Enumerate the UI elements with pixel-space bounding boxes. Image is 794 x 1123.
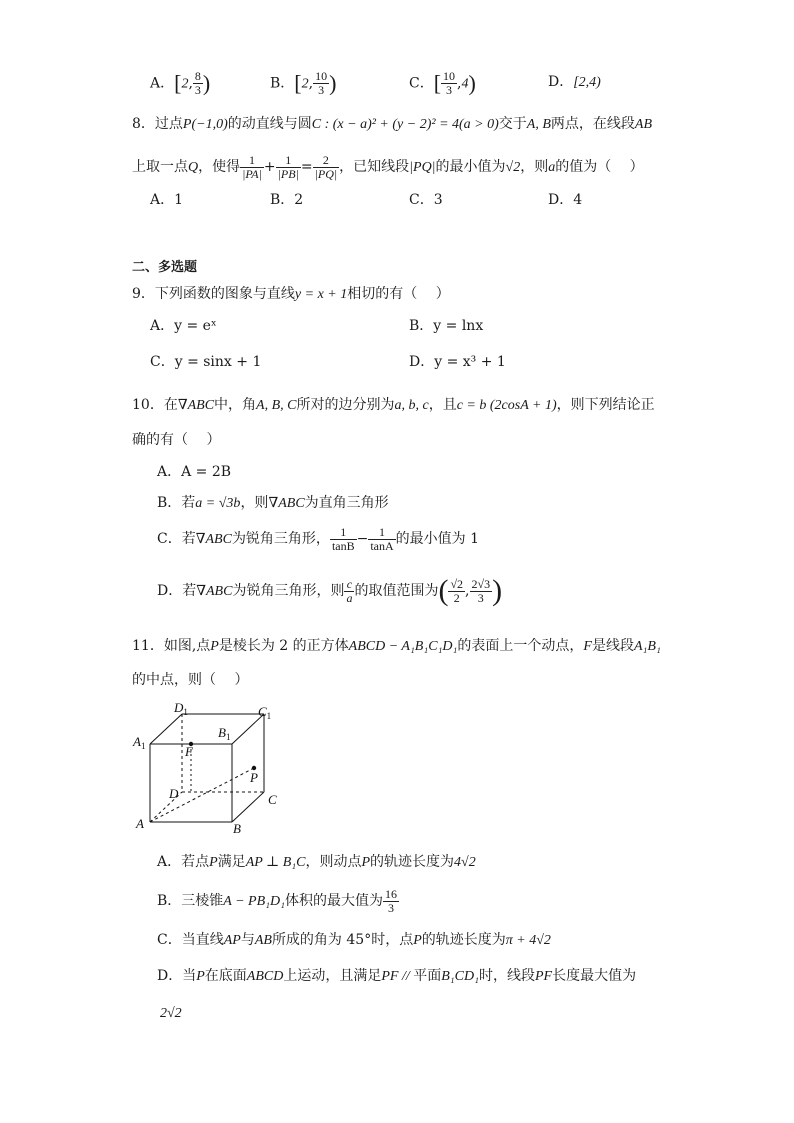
q9-option-d: D．y = x³ + 1 bbox=[409, 354, 506, 370]
q9-option-c: C．y = sinx + 1 bbox=[150, 354, 262, 370]
q10-option-d: D．若∇ABC为锐角三角形，则 $\frac{c}{a}$ 的取值范围为( $\frac{√2}{2}$ , $\frac{2√3}{3}$ ) bbox=[157, 574, 503, 607]
q7-option-c: C．[ $\frac{10}{3}$ ,4) bbox=[409, 69, 476, 97]
q10-stem-line2: 确的有（ ） bbox=[132, 432, 221, 448]
q11-option-d-line2: 2√2 bbox=[160, 1006, 182, 1021]
label-a: A bbox=[136, 816, 144, 831]
label-c: C bbox=[268, 792, 277, 807]
q8-option-c: C．3 bbox=[409, 192, 443, 208]
q8-line1: 8．过点P(−1,0)的动直线与圆C : (x − a)² + (y − 2)² = 4(a > 0)交于A, B两点，在线段AB bbox=[132, 116, 652, 132]
q8-option-b: B．2 bbox=[270, 192, 304, 208]
q7-option-d: D．[2,4) bbox=[548, 74, 601, 90]
q11-stem-line1: 11．如图,点P是棱长为 2 的正方体ABCD − A₁B₁C₁D₁的表面上一个动点，F是线段A₁B₁ bbox=[132, 638, 661, 654]
label-c1: $C_1$ bbox=[258, 704, 272, 721]
q9-option-a: A．y = eˣ bbox=[150, 318, 217, 334]
q8-option-a: A．1 bbox=[150, 192, 184, 208]
q11-stem-line2: 的中点，则（ ） bbox=[132, 672, 249, 688]
label-d1: $D_1$ bbox=[174, 700, 188, 717]
q9-option-b: B．y = lnx bbox=[409, 318, 484, 334]
q8-line2: 上取一点Q，使得 $\frac{1}{|PA|}$ + $\frac{1}{|PB|}$ = $\frac{2}{|PQ|}$ ，已知线段|PQ|的最小值为√2，则a的值为（ ） bbox=[132, 152, 644, 181]
q10-option-a: A．A = 2B bbox=[157, 464, 232, 480]
segment-a-p bbox=[150, 768, 254, 822]
label-b: B bbox=[233, 821, 241, 836]
label-p: P bbox=[250, 770, 258, 785]
q11-option-c: C．当直线AP与AB所成的角为 45°时，点P的轨迹长度为π + 4√2 bbox=[157, 932, 551, 948]
q11-option-a: A．若点P满足AP ⊥ B₁C，则动点P的轨迹长度为4√2 bbox=[157, 854, 476, 870]
label-b1: $B_1$ bbox=[218, 725, 231, 742]
q9-stem: 9．下列函数的图象与直线y = x + 1相切的有（ ） bbox=[132, 286, 450, 302]
q8-option-d: D．4 bbox=[548, 192, 583, 208]
q11-option-d-line1: D．当P在底面ABCD上运动，且满足PF // 平面B₁CD₁时，线段PF长度最大值为 bbox=[157, 968, 637, 984]
q10-stem-line1: 10．在∇ABC中，角A, B, C所对的边分别为a, b, c，且c = b (2cosA + 1)，则下列结论正 bbox=[132, 397, 655, 413]
section-heading: 二、多选题 bbox=[132, 260, 198, 275]
edge-b-c bbox=[232, 792, 264, 822]
q10-option-b: B．若a = √3b，则∇ABC为直角三角形 bbox=[157, 495, 389, 511]
label-d: D bbox=[169, 786, 179, 801]
q7-option-a: A．[2, $\frac{8}{3}$ ) bbox=[150, 69, 211, 97]
edge-a1-d1 bbox=[150, 714, 182, 744]
label-f: F bbox=[185, 744, 193, 759]
cube-figure bbox=[128, 700, 288, 840]
q10-option-c: C．若∇ABC为锐角三角形， $\frac{1}{\tan B}$ − $\frac{1}{\tan A}$ 的最小值为 1 bbox=[157, 524, 480, 553]
q11-option-b: B．三棱锥A − PB₁D₁体积的最大值为 $\frac{16}{3}$ bbox=[157, 886, 397, 915]
label-a1: $A_1$ bbox=[133, 734, 146, 751]
q7-option-b: B．[2, $\frac{10}{3}$ ) bbox=[270, 69, 337, 97]
